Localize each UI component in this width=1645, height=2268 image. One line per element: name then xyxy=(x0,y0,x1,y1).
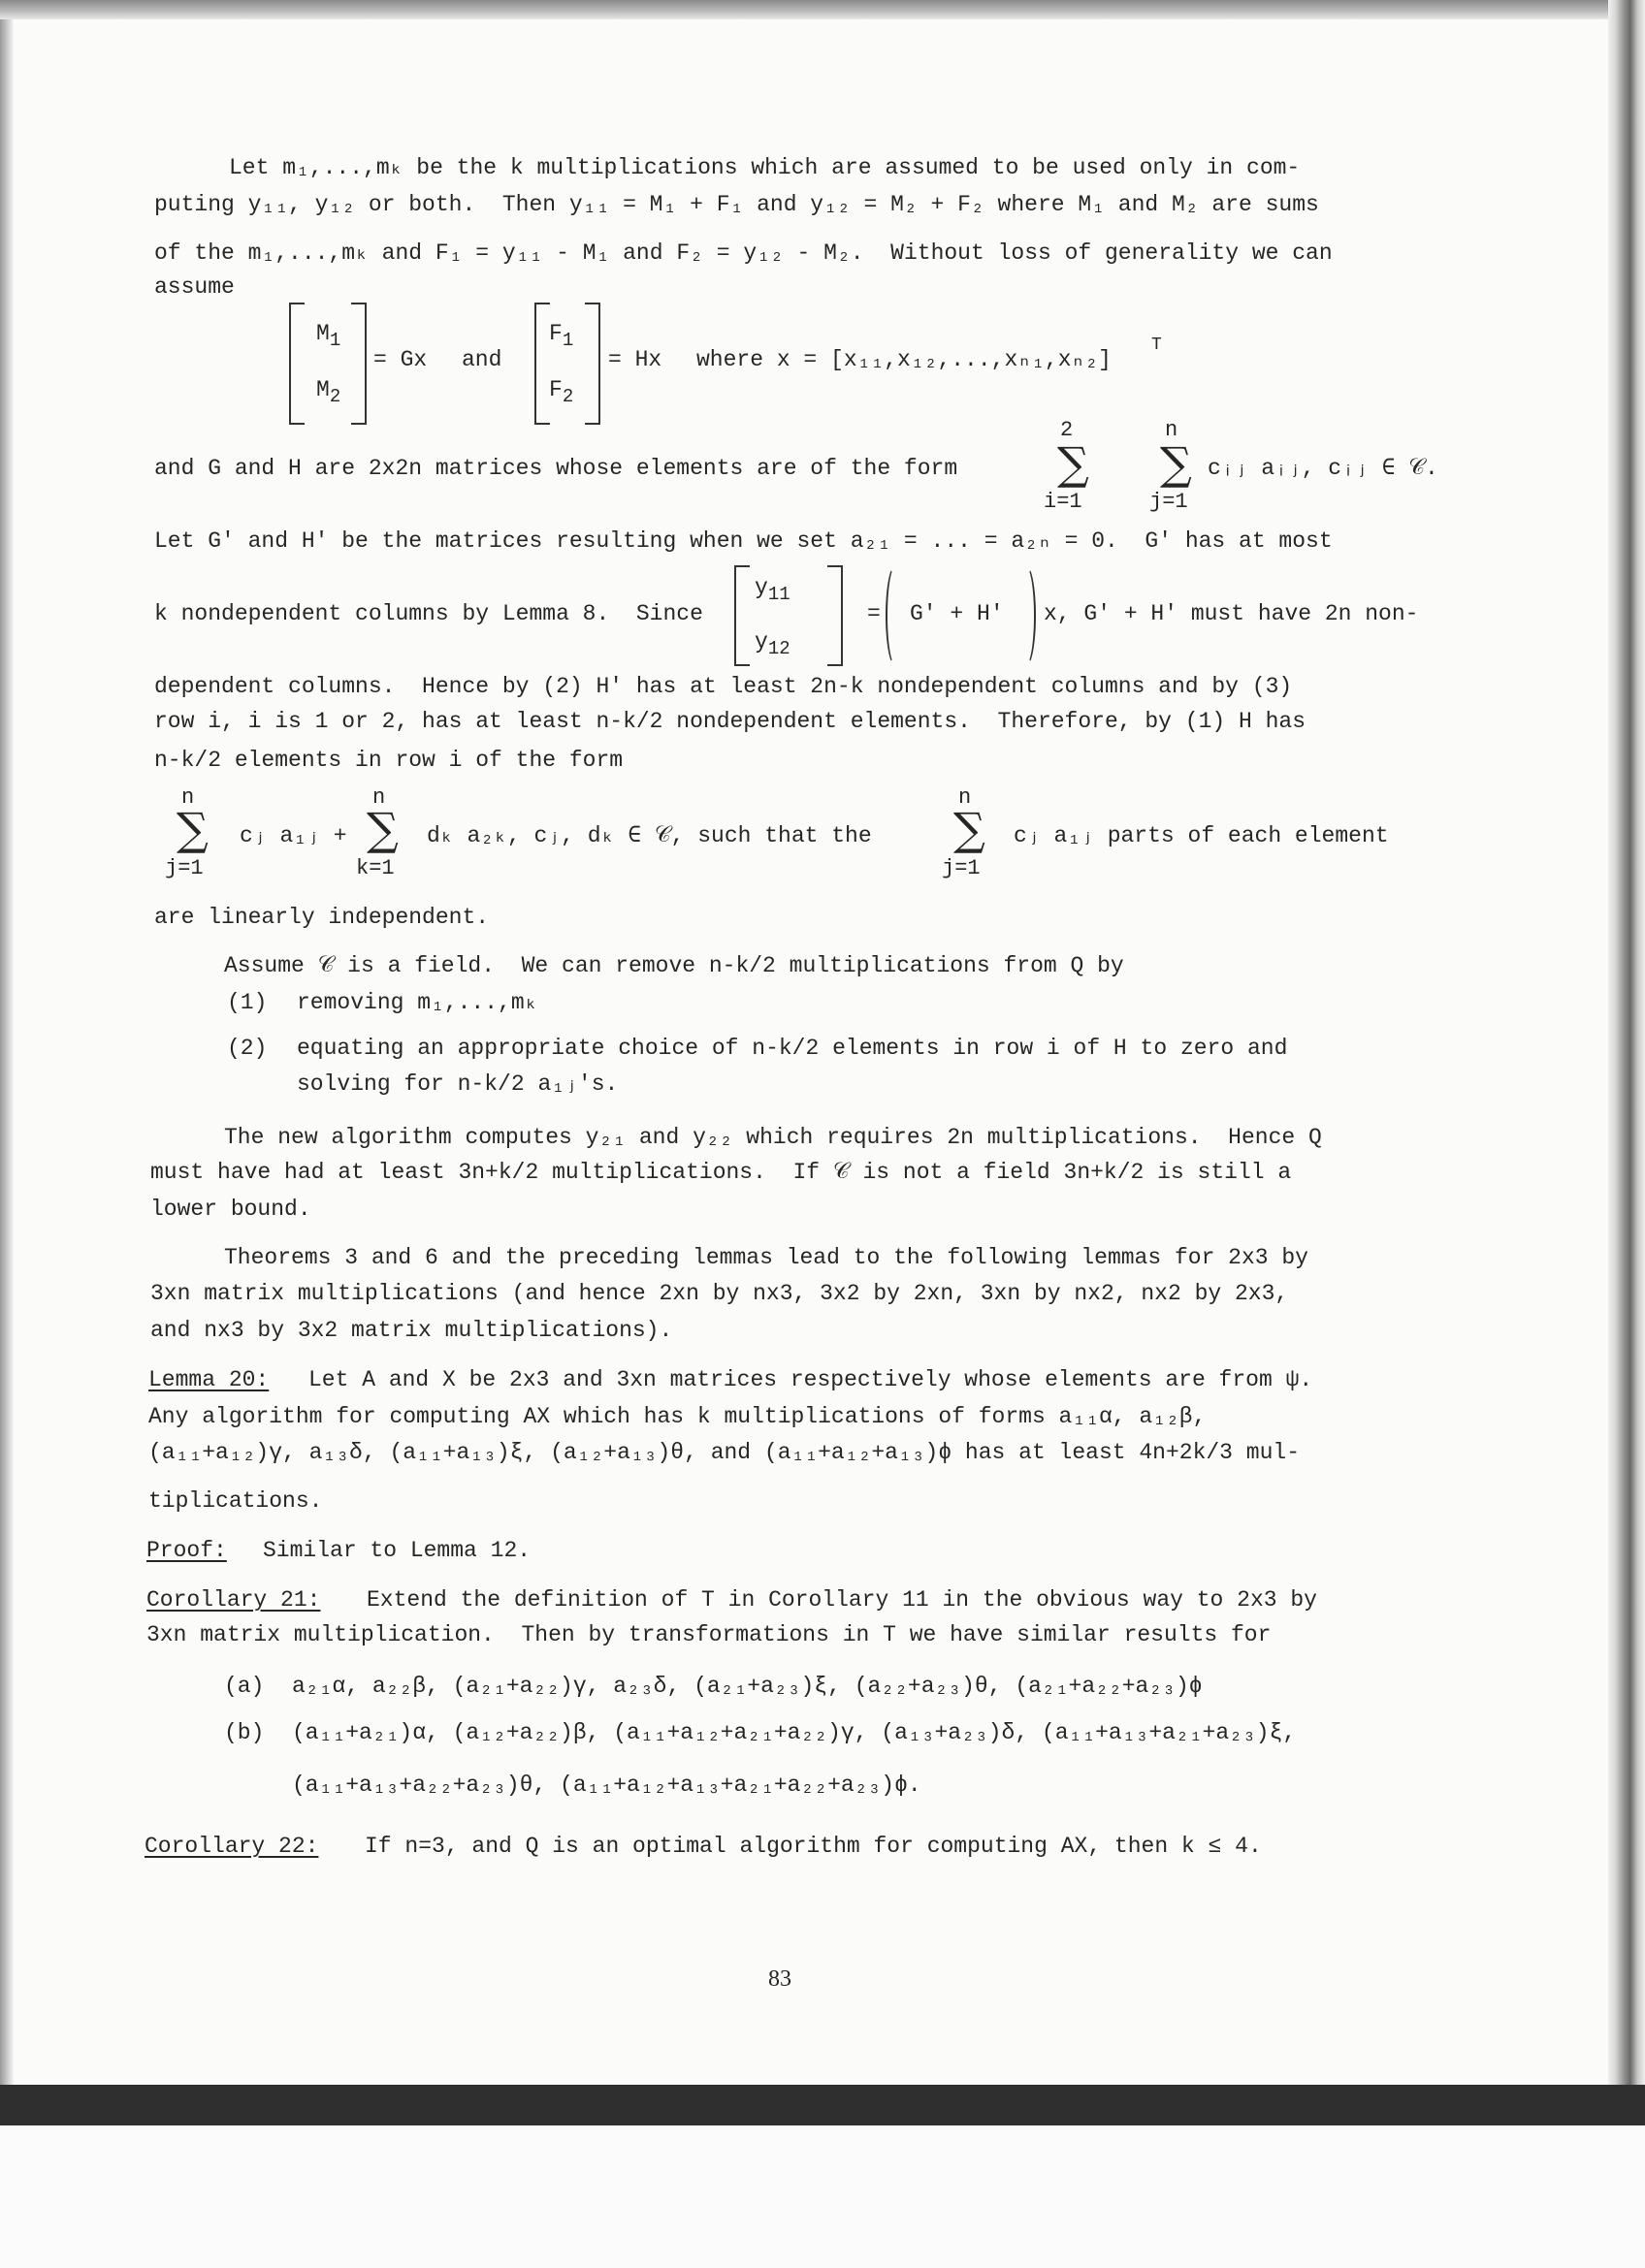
item-b-text: (a₁₁+a₂₁)α, (a₁₂+a₂₂)β, (a₁₁+a₁₂+a₂₁+a₂₂)γ, (a₁₃+a₂₃)δ, (a₁₁+a₁₃+a₂₁+a₂₃)ξ, xyxy=(292,1720,1297,1745)
eq-g-plus-h: G' + H' xyxy=(910,601,1004,626)
right-paren xyxy=(1016,565,1036,666)
matrix-m2: M xyxy=(316,377,330,402)
lemma20-line3: (a₁₁+a₁₂)γ, a₁₃δ, (a₁₁+a₁₃)ξ, (a₁₂+a₁₃)θ, and (a₁₁+a₁₂+a₁₃)ϕ has at least 4n+2k/3 mul- xyxy=(148,1440,1300,1465)
scan-edge-right xyxy=(1608,0,1645,2104)
left-bracket xyxy=(734,565,750,666)
corollary22-label: Corollary 22: xyxy=(145,1834,319,1859)
item-b-number: (b) xyxy=(224,1720,265,1745)
scan-edge-left xyxy=(0,19,14,2085)
para3-line1: are linearly independent. xyxy=(154,905,490,930)
sum-i-lower: i=1 xyxy=(1044,490,1082,514)
transpose-mark: T xyxy=(1151,335,1162,355)
eq-gx: = Gx xyxy=(373,347,428,372)
sum-upper: n xyxy=(372,785,386,810)
para2-line2a: k nondependent columns by Lemma 8. Since xyxy=(154,601,703,626)
sum-i-upper: 2 xyxy=(1060,418,1074,442)
sum-upper: n xyxy=(181,785,195,810)
eq-where-x: where x = [x₁₁,x₁₂,...,xₙ₁,xₙ₂] xyxy=(696,347,1112,372)
sum-lower: j=1 xyxy=(942,856,981,880)
para1-line1: Let m₁,...,mₖ be the k multiplications which are assumed to be used only in com- xyxy=(229,155,1301,180)
vector-y11: y xyxy=(755,575,768,600)
para2-line2b: x, G' + H' must have 2n non- xyxy=(1044,601,1419,626)
para6-line1: Theorems 3 and 6 and the preceding lemmas lead to the following lemmas for 2x3 by xyxy=(224,1245,1308,1270)
eq2-text: and G and H are 2x2n matrices whose elements are of the form xyxy=(154,456,958,481)
matrix-f1: F xyxy=(549,321,563,346)
lemma20-label: Lemma 20: xyxy=(148,1367,270,1392)
corollary22-text: If n=3, and Q is an optimal algorithm for computing AX, then k ≤ 4. xyxy=(365,1834,1262,1859)
para6-line2: 3xn matrix multiplications (and hence 2xn by nx3, 3x2 by 2xn, 3xn by nx2, nx2 by 2x3, xyxy=(150,1281,1289,1306)
para2-line4: row i, i is 1 or 2, has at least n-k/2 nondependent elements. Therefore, by (1) H has xyxy=(154,709,1306,734)
matrix-m1: M xyxy=(316,321,330,346)
lemma20-line2: Any algorithm for computing AX which has k multiplications of forms a₁₁α, a₁₂β, xyxy=(148,1404,1207,1429)
para6-line3: and nx3 by 3x2 matrix multiplications). xyxy=(150,1318,673,1343)
sum-upper: n xyxy=(958,785,972,810)
item2-text: equating an appropriate choice of n-k/2 elements in row i of H to zero and xyxy=(297,1036,1288,1061)
page-number: 83 xyxy=(768,1966,791,1992)
item2-number: (2) xyxy=(227,1036,268,1061)
corollary21-label: Corollary 21: xyxy=(146,1587,321,1613)
para1-line4: assume xyxy=(154,274,235,300)
matrix-f2: F xyxy=(549,377,563,402)
eq3-term2: dₖ a₂ₖ, cⱼ, dₖ ∈ 𝒞, such that the xyxy=(427,823,872,848)
sum-lower: k=1 xyxy=(356,856,395,880)
corollary21-line2: 3xn matrix multiplication. Then by transformations in T we have similar results for xyxy=(146,1622,1272,1647)
right-bracket xyxy=(585,303,600,425)
para2-line1: Let G' and H' be the matrices resulting when we set a₂₁ = ... = a₂ₙ = 0. G' has at most xyxy=(154,528,1333,554)
eq-and: and xyxy=(462,347,502,372)
underlying-sheet xyxy=(0,2125,1645,2268)
item-a-text: a₂₁α, a₂₂β, (a₂₁+a₂₂)γ, a₂₃δ, (a₂₁+a₂₃)ξ, (a₂₂+a₂₃)θ, (a₂₁+a₂₂+a₂₃)ϕ xyxy=(292,1674,1203,1699)
summation-symbol: ∑ xyxy=(1057,437,1089,490)
para2-line5: n-k/2 elements in row i of the form xyxy=(154,748,624,773)
right-bracket xyxy=(827,565,843,666)
proof-label: Proof: xyxy=(146,1538,227,1563)
item-a-number: (a) xyxy=(224,1674,265,1699)
eq-hx: = Hx xyxy=(608,347,662,372)
left-paren xyxy=(886,565,905,666)
para5-line3: lower bound. xyxy=(150,1197,311,1222)
para1-line3: of the m₁,...,mₖ and F₁ = y₁₁ - M₁ and F₂ = y₁₂ - M₂. Without loss of generality we can xyxy=(154,240,1333,266)
item-b-text-cont: (a₁₁+a₁₃+a₂₂+a₂₃)θ, (a₁₁+a₁₂+a₁₃+a₂₁+a₂₂+a₂₃)ϕ. xyxy=(292,1773,921,1798)
para4-line1: Assume 𝒞 is a field. We can remove n-k/2 multiplications from Q by xyxy=(224,953,1124,978)
left-bracket xyxy=(534,303,550,425)
eq-equals: = xyxy=(867,601,881,626)
lemma20-line4: tiplications. xyxy=(148,1488,323,1514)
item1-number: (1) xyxy=(227,990,268,1015)
right-bracket xyxy=(351,303,367,425)
para2-line3: dependent columns. Hence by (2) H' has at least 2n-k nondependent columns and by (3) xyxy=(154,674,1293,699)
eq2-term: cᵢⱼ aᵢⱼ, cᵢⱼ ∈ 𝒞. xyxy=(1208,456,1438,481)
para5-line2: must have had at least 3n+k/2 multiplications. If 𝒞 is not a field 3n+k/2 is still a xyxy=(150,1160,1292,1185)
vector-y12: y xyxy=(755,629,768,655)
left-bracket xyxy=(289,303,305,425)
scan-edge-bottom xyxy=(0,2085,1645,2125)
eq3-term3: cⱼ a₁ⱼ parts of each element xyxy=(1014,823,1389,848)
eq3-term1: cⱼ a₁ⱼ + xyxy=(240,823,347,848)
scan-edge-top xyxy=(0,0,1645,19)
summation-symbol: ∑ xyxy=(367,803,399,855)
summation-symbol: ∑ xyxy=(953,803,985,855)
para1-line2: puting y₁₁, y₁₂ or both. Then y₁₁ = M₁ + F₁ and y₁₂ = M₂ + F₂ where M₁ and M₂ are sums xyxy=(154,192,1319,217)
sum-lower: j=1 xyxy=(165,856,204,880)
summation-symbol: ∑ xyxy=(1160,437,1192,490)
item1-text: removing m₁,...,mₖ xyxy=(297,990,538,1015)
proof-text: Similar to Lemma 12. xyxy=(263,1538,532,1563)
sum-j-lower: j=1 xyxy=(1149,490,1188,514)
item2-text-cont: solving for n-k/2 a₁ⱼ's. xyxy=(297,1071,619,1097)
corollary21-line1: Extend the definition of T in Corollary 11 in the obvious way to 2x3 by xyxy=(367,1587,1317,1613)
para5-line1: The new algorithm computes y₂₁ and y₂₂ which requires 2n multiplications. Hence Q xyxy=(224,1125,1322,1150)
sum-j-upper: n xyxy=(1165,418,1178,442)
summation-symbol: ∑ xyxy=(177,803,209,855)
lemma20-line1: Let A and X be 2x3 and 3xn matrices respectively whose elements are from ψ. xyxy=(308,1367,1313,1392)
